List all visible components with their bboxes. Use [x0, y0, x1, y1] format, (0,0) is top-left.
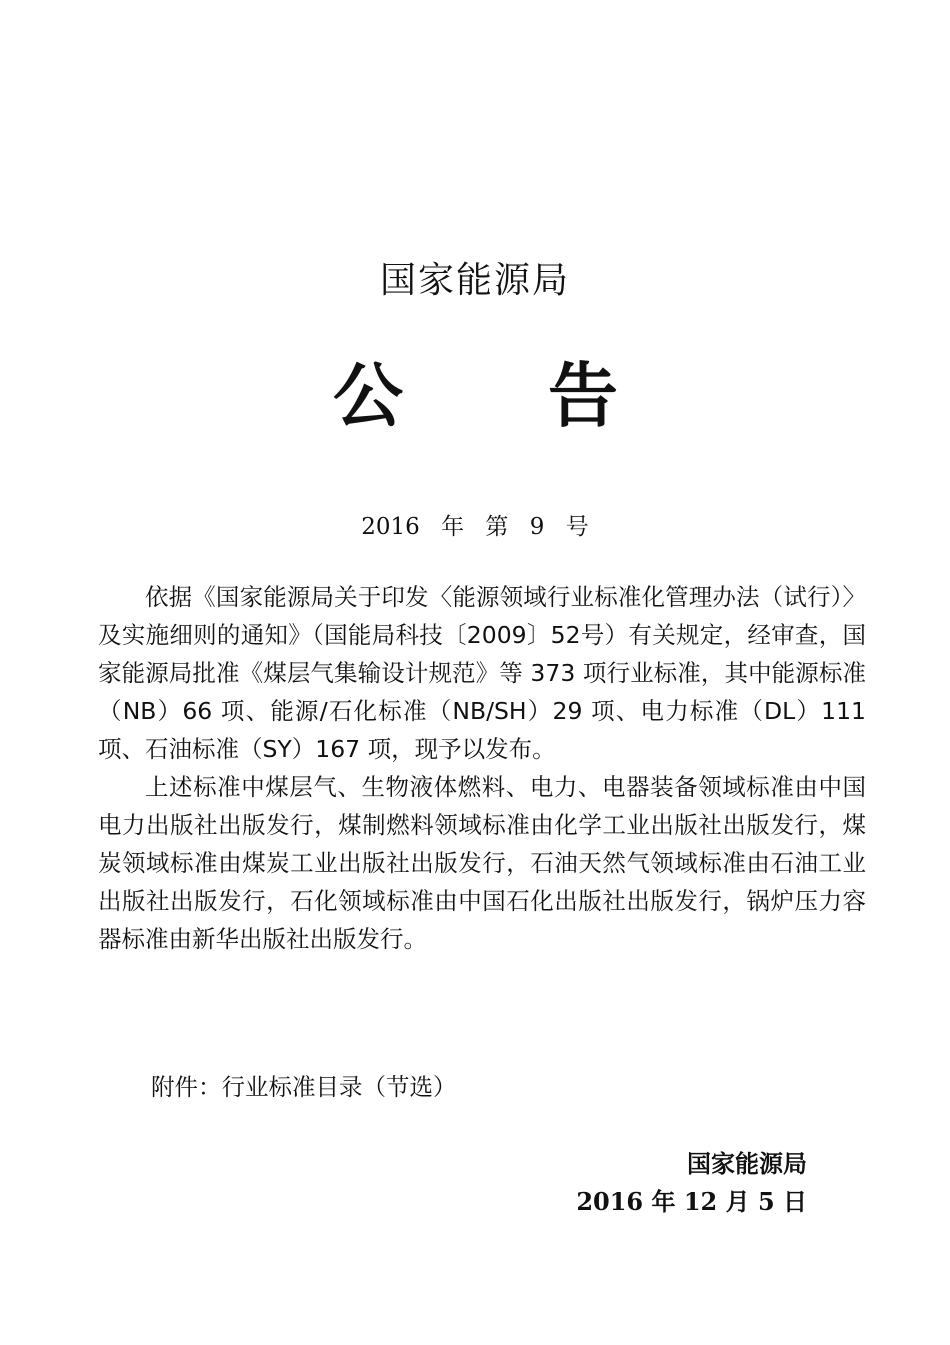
attachment-note: 附件：行业标准目录（节选） [151, 1073, 457, 1101]
signature-organization: 国家能源局 [687, 1150, 807, 1178]
body-text [98, 578, 866, 958]
document-title [0, 340, 950, 437]
issuer-name: 国家能源局 [379, 260, 570, 301]
body-paragraph-1: 依据《国家能源局关于印发〈能源领域行业标准化管理办法（试行）〉及实施细则的通知》（国能局科技〔2009〕52号）有关规定，经审查，国家能源局批准《煤层气集输设计规范》等 373 项行业标准，其中能源标准（NB）66 项、能源/石化标准（NB/SH）29 项、电力标准（DL）111 项、石油标准（SY）167 项，现予以发布。 [98, 583, 866, 763]
title-char-gong: 公 [333, 355, 403, 437]
signature-date: 2016 年 12 月 5 日 [576, 1187, 807, 1216]
document-number: 2016 年 第 9 号 [361, 514, 589, 540]
title-char-gao: 告 [548, 355, 618, 437]
body-paragraph-2: 上述标准中煤层气、生物液体燃料、电力、电器装备领域标准由中国电力出版社出版发行，煤制燃料领域标准由化学工业出版社出版发行，煤炭领域标准由煤炭工业出版社出版发行，石油天然气领域标准由石油工业出版社出版发行，石化领域标准由中国石化出版社出版发行，锅炉压力容器标准由新华出版社出版发行。 [98, 773, 866, 953]
